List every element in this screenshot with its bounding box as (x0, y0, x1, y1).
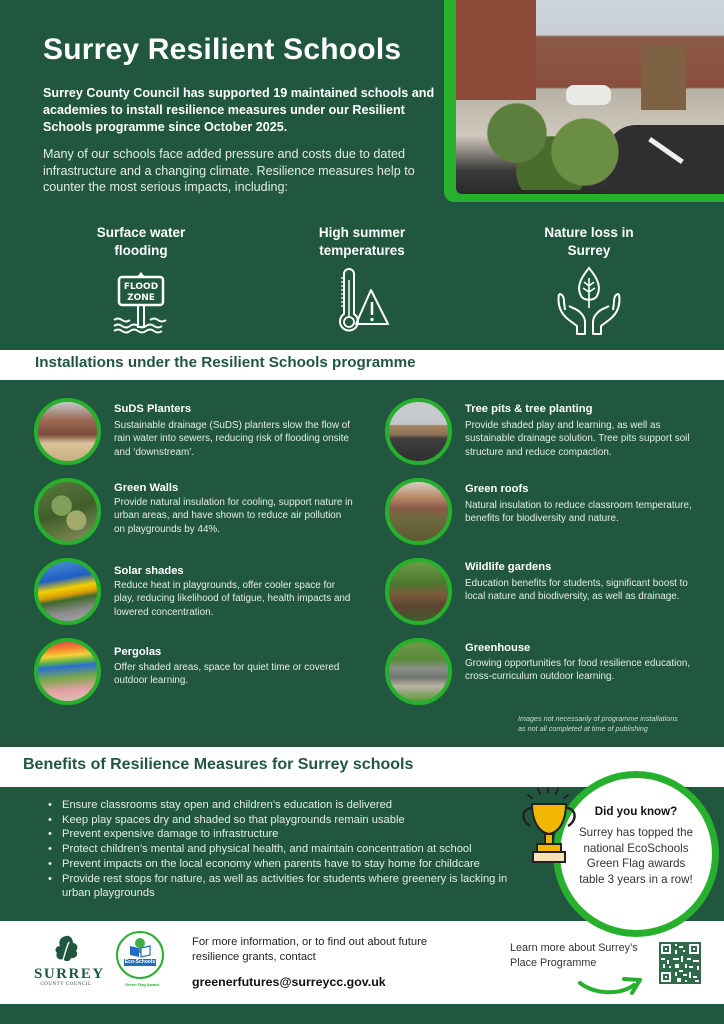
eco-schools-logo (116, 931, 164, 979)
installation-photo (34, 638, 101, 705)
disclaimer-line: Images not necessarily of programme installations (518, 714, 678, 723)
installation-photo (34, 558, 101, 625)
installation-desc: Offer shaded areas, space for quiet time or covered outdoor learning. (114, 662, 340, 687)
hero-lead-text: Surrey County Council has supported 19 maintained schools and academies to install resilience measures under our Resilient Schools programme since October 2025. (43, 86, 435, 134)
qr-code[interactable] (659, 942, 701, 984)
did-you-know-title: Did you know? (594, 805, 678, 818)
hero-section (0, 0, 724, 342)
learn-more-text: Learn more about Surrey’s Place Programme (510, 942, 638, 969)
benefit-item: • Prevent impacts on the local economy when parents have to stay home for childcare (48, 857, 518, 872)
benefit-item: • Provide rest stops for nature, as well as activities for students where greenery is lacking in urban playgrounds (48, 872, 518, 901)
tree-book-icon (127, 937, 153, 959)
benefits-heading: Benefits of Resilience Measures for Surrey schools (23, 756, 414, 773)
svg-text:ZONE: ZONE (127, 293, 155, 303)
installation-photo (385, 478, 452, 545)
installation-title: Tree pits & tree planting (465, 403, 593, 415)
logo-wordmark: SURREY (34, 966, 105, 982)
threats-row (0, 224, 724, 334)
threat-label: High summer temperatures (318, 225, 406, 258)
installation-photo (34, 478, 101, 545)
installation-title: Green roofs (465, 483, 529, 495)
threat-heat (272, 224, 452, 334)
benefit-item: • Keep play spaces dry and shaded so that playgrounds remain usable (48, 813, 518, 828)
threat-label: Nature loss in Surrey (544, 225, 634, 258)
svg-text:FLOOD: FLOOD (123, 282, 159, 292)
hero-photo-frame (444, 0, 724, 202)
installation-desc: Education benefits for students, significant boost to local nature and biodiversity, as well as drainage. (465, 578, 688, 603)
installation-desc: Provide shaded play and learning, as well as sustainable drainage solution. Tree pits support soil structure and reduce compaction. (465, 420, 690, 458)
page-title: Surrey Resilient Schools (43, 33, 402, 66)
benefit-item: • Ensure classrooms stay open and children’s education is delivered (48, 798, 518, 813)
installation-photo (34, 398, 101, 465)
flood-zone-sign-icon (111, 270, 171, 334)
logo-subtitle: COUNTY COUNCIL (40, 982, 92, 987)
did-you-know-body: Surrey has topped the national EcoSchools Green Flag awards table 3 years in a row! (578, 826, 694, 886)
image-disclaimer (518, 714, 678, 734)
contact-text: For more information, or to find out about future resilience grants, contact (192, 936, 428, 964)
installation-desc: Reduce heat in playgrounds, offer cooler space for play, reducing likelihood of fatigue, health impacts and lowered concentration. (114, 580, 351, 618)
disclaimer-line: as not all completed at time of publishing (518, 724, 648, 733)
installation-desc: Provide natural insulation for cooling, support nature in urban areas, and have shown to reduce air pollution on playgrounds by 44%. (114, 497, 353, 535)
trophy-icon (518, 788, 580, 868)
hero-body-text: Many of our schools face added pressure and costs due to dated infrastructure and a changing climate. Resilience measures help to counter the most serious impacts, including: (43, 147, 415, 194)
hero-photo (456, 0, 724, 194)
installation-photo (385, 558, 452, 625)
installation-desc: Growing opportunities for food resilience education, cross-curriculum outdoor learning. (465, 658, 691, 683)
installation-title: Pergolas (114, 646, 162, 658)
oak-leaf-icon (51, 934, 81, 964)
installation-title: SuDS Planters (114, 403, 192, 415)
hands-leaf-icon (555, 266, 623, 336)
installation-title: Green Walls (114, 482, 179, 494)
benefit-item: • Prevent expensive damage to infrastructure (48, 827, 518, 842)
installations-heading: Installations under the Resilient Schools programme (35, 354, 416, 371)
installation-title: Wildlife gardens (465, 561, 552, 573)
threat-nature (499, 224, 679, 336)
thermometer-warning-icon (334, 268, 390, 334)
eco-logo-subtitle: Green Flag Award (124, 982, 159, 987)
threat-label: Surface water flooding (96, 225, 186, 258)
installation-title: Solar shades (114, 565, 184, 577)
installation-desc: Natural insulation to reduce classroom temperature, benefits for biodiversity and nature. (465, 500, 692, 525)
benefit-item: • Protect children’s mental and physical health, and maintain concentration at school (48, 842, 518, 857)
threat-flooding (51, 224, 231, 334)
qr-code-icon (659, 942, 701, 984)
installation-title: Greenhouse (465, 642, 531, 654)
installation-desc: Sustainable drainage (SuDS) planters slow the flow of rain water into sewers, reducing risk of flooding onsite and ‘downstream’. (114, 420, 351, 458)
surrey-county-council-logo (34, 934, 105, 990)
installations-header-band (0, 350, 724, 380)
eco-logo-name: Eco-Schools (124, 959, 156, 965)
curved-arrow-icon (578, 971, 644, 1001)
installation-photo (385, 398, 452, 465)
benefits-list (48, 798, 518, 901)
contact-email-link[interactable]: greenerfutures@surreycc.gov.uk (192, 975, 386, 989)
installation-photo (385, 638, 452, 705)
